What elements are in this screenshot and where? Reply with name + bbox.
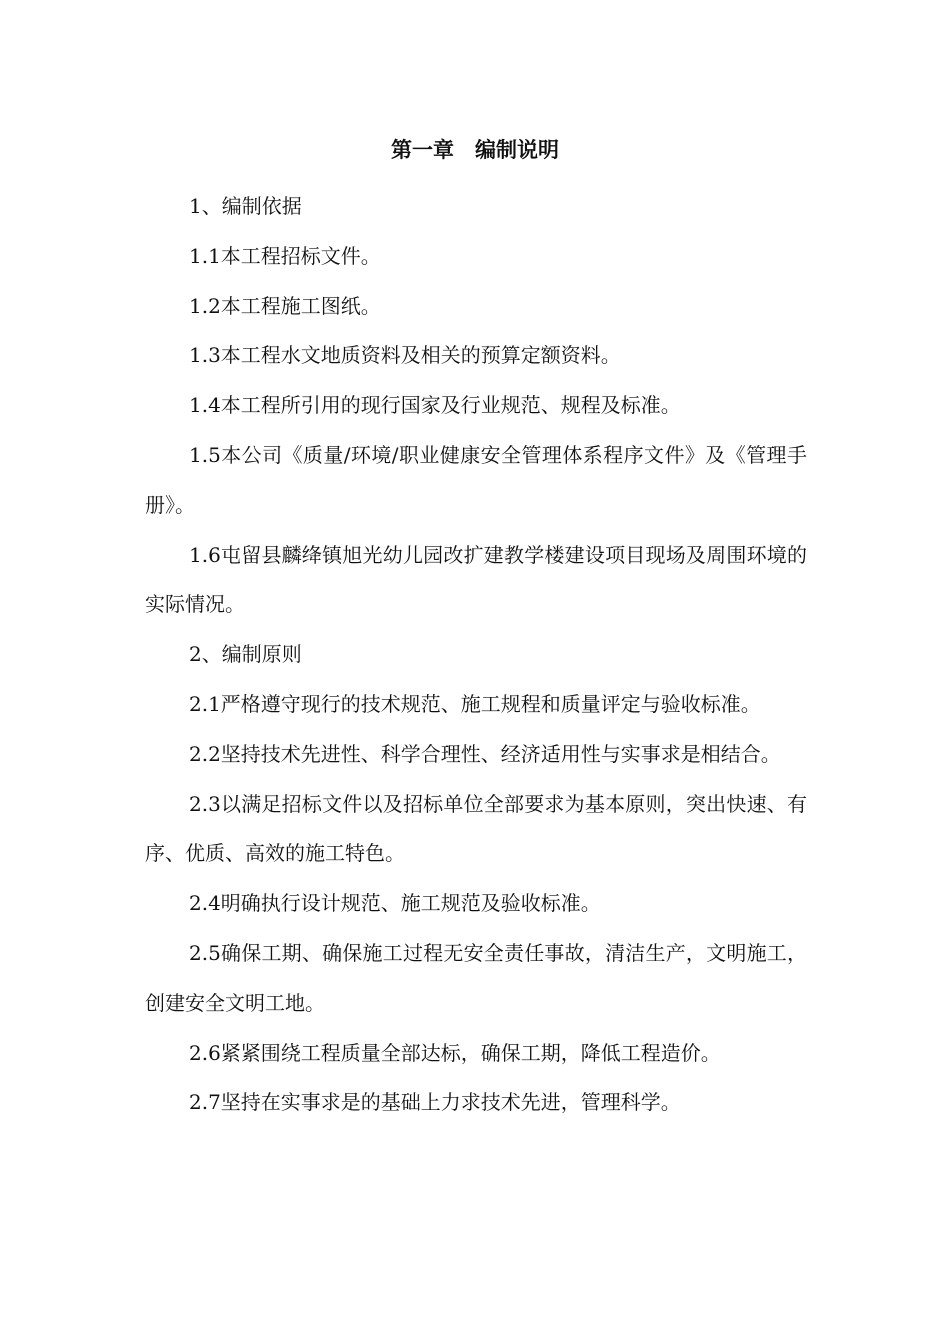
basis-item-1-1: 1.1本工程招标文件。 xyxy=(189,243,381,268)
principle-item-2-1: 2.1严格遵守现行的技术规范、施工规程和质量评定与验收标准。 xyxy=(189,691,761,716)
document-body xyxy=(145,182,807,1128)
chapter-title: 第一章 编制说明 xyxy=(391,138,559,162)
basis-item-1-6: 1.6屯留县麟绛镇旭光幼儿园改扩建教学楼建设项目现场及周围环境的实际情况。 xyxy=(145,542,807,617)
principle-item-2-3: 2.3以满足招标文件以及招标单位全部要求为基本原则，突出快速、有序、优质、高效的施工特色。 xyxy=(145,791,807,866)
section-heading-principles: 2、编制原则 xyxy=(189,642,302,667)
basis-item-1-3: 1.3本工程水文地质资料及相关的预算定额资料。 xyxy=(189,343,621,368)
principle-item-2-4: 2.4明确执行设计规范、施工规范及验收标准。 xyxy=(189,891,601,916)
basis-item-1-4: 1.4本工程所引用的现行国家及行业规范、规程及标准。 xyxy=(189,393,681,418)
principle-item-2-2: 2.2坚持技术先进性、科学合理性、经济适用性与实事求是相结合。 xyxy=(189,741,781,766)
section-heading-basis: 1、编制依据 xyxy=(189,194,302,218)
principle-item-2-5: 2.5确保工期、确保施工过程无安全责任事故，清洁生产，文明施工，创建安全文明工地。 xyxy=(145,940,807,1015)
basis-item-1-2: 1.2本工程施工图纸。 xyxy=(189,293,381,318)
principle-item-2-6: 2.6紧紧围绕工程质量全部达标，确保工期，降低工程造价。 xyxy=(189,1040,721,1065)
basis-item-1-5: 1.5本公司《质量/环境/职业健康安全管理体系程序文件》及《管理手册》。 xyxy=(145,442,807,517)
principle-item-2-7: 2.7坚持在实事求是的基础上力求技术先进，管理科学。 xyxy=(189,1090,681,1115)
